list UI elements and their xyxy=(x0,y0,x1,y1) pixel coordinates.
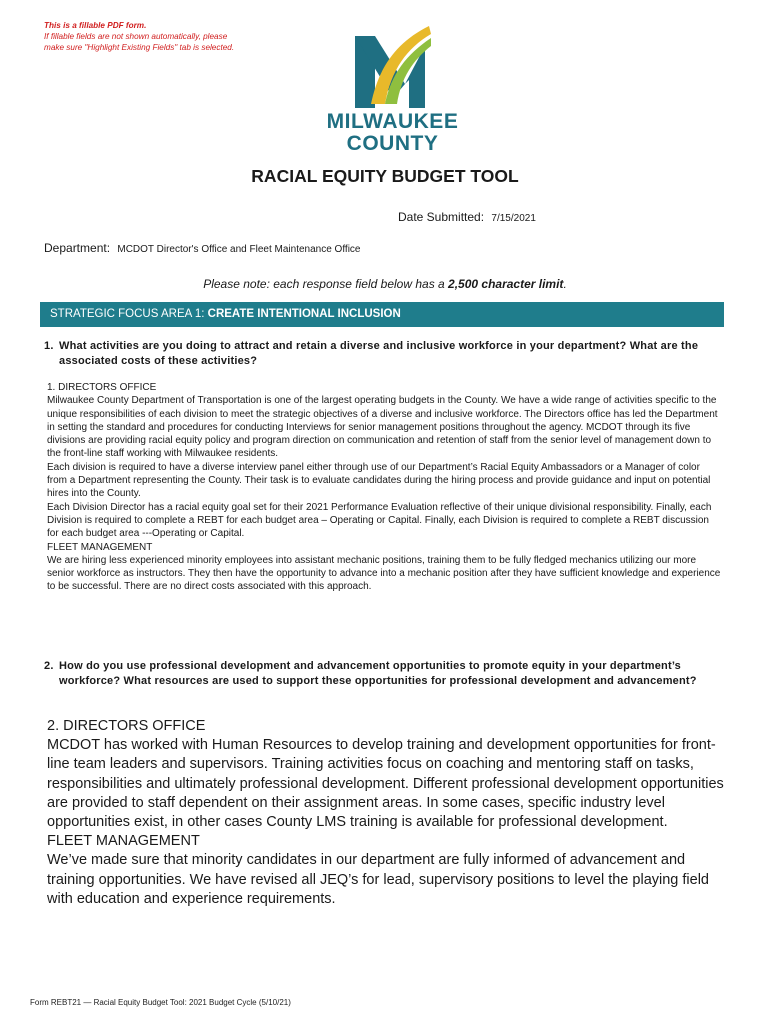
department xyxy=(44,241,361,255)
date-field[interactable]: 7/15/2021 xyxy=(491,213,536,224)
page-title: RACIAL EQUITY BUDGET TOOL xyxy=(251,166,519,186)
answer-2-paragraph: 2. DIRECTORS OFFICE xyxy=(47,718,206,734)
banner-prefix: STRATEGIC FOCUS AREA 1: xyxy=(50,308,208,320)
county-m-logo-icon xyxy=(345,22,440,108)
logo-text-county: COUNTY xyxy=(346,132,439,155)
question-1-number: 1. xyxy=(44,340,54,352)
answer-2-paragraph: FLEET MANAGEMENT xyxy=(47,833,200,850)
note-limit: 2,500 character limit xyxy=(448,277,564,291)
note-suffix: . xyxy=(563,277,567,291)
answer-1-paragraph: Each division is required to have a diverse interview panel either through use of our Department’s Racial Equity Ambassadors or a Manager of color from a Department representing the County. Their task is to evaluate candidates during the hiring process and provide guidance and input on potential hires into the County. xyxy=(47,461,711,500)
logo-text-milwaukee: MILWAUKEE xyxy=(326,110,459,133)
banner-title: CREATE INTENTIONAL INCLUSION xyxy=(207,308,401,320)
question-2 xyxy=(44,659,724,689)
answer-1-paragraph: Milwaukee County Department of Transportation is one of the largest operating budgets in the County. We have a wide range of activities specific to the unique responsibilities of each division to meet the strategic objectives of a diverse and inclusive workforce. The Directors office has led the Department in setting the standard and procedures for conducting Interviews for senior management positions throughout the agency. MCDOT through its five divisions are providing racial equity policy and program direction on communication and retention of staff from the senior level of management down to the front-line staff working with Milwaukee residents. xyxy=(47,395,718,460)
notice-line-1: This is a fillable PDF form. xyxy=(44,21,147,30)
answer-2-paragraph: MCDOT has worked with Human Resources to develop training and development opportunities for front-line team leaders and supervisors. Training activities focus on coaching and mentoring staff on tasks, responsibilities and ultimately professional development. Different professional development opportunities are provided to staff dependent on their assignment areas. In some cases, specific industry level opportunities exist, in other cases County LMS training is available for professional development. xyxy=(47,737,724,831)
fillable-form-notice xyxy=(44,20,234,53)
character-limit-note xyxy=(0,277,770,291)
department-label: Department: xyxy=(44,241,111,255)
answer-1-paragraph: 1. DIRECTORS OFFICE xyxy=(47,382,157,393)
form-footer: Form REBT21 — Racial Equity Budget Tool: 2021 Budget Cycle (5/10/21) xyxy=(30,998,291,1007)
department-field[interactable]: MCDOT Director's Office and Fleet Maintenance Office xyxy=(117,244,361,255)
question-2-text: How do you use professional development and advancement opportunities to promote equity in your department’s workforce? What resources are used to support these opportunities for professional development and advancement? xyxy=(59,660,697,687)
answer-1-paragraph: FLEET MANAGEMENT xyxy=(47,541,153,553)
notice-line-2: If fillable fields are not shown automatically, please xyxy=(44,32,228,41)
note-prefix: Please note: each response field below has a xyxy=(203,277,449,291)
answer-2-field[interactable] xyxy=(47,717,727,909)
answer-2-paragraph: We’ve made sure that minority candidates in our department are fully informed of advancement and training opportunities. We have revised all JEQ’s for lead, supervisory positions to level the playing field with education and experience requirements. xyxy=(47,852,709,907)
answer-1-field[interactable] xyxy=(47,381,722,594)
question-1-text: What activities are you doing to attract and retain a diverse and inclusive workforce in your department? What are the associated costs of these activities? xyxy=(59,340,699,367)
answer-1-paragraph: We are hiring less experienced minority employees into assistant mechanic positions, training them to be fully fledged mechanics utilizing our more senior workforce as instructors. They then have the opportunity to advance into a mechanic position after they have sufficient knowledge and experience to be successful. There are no direct costs associated with this approach. xyxy=(47,554,721,593)
milwaukee-county-logo xyxy=(320,22,465,157)
notice-line-3: make sure "Highlight Existing Fields" tab is selected. xyxy=(44,43,235,52)
date-submitted xyxy=(398,210,536,224)
question-2-number: 2. xyxy=(44,660,54,672)
question-1 xyxy=(44,339,724,369)
date-label: Date Submitted: xyxy=(398,210,485,224)
focus-area-banner xyxy=(40,302,724,327)
answer-1-paragraph: Each Division Director has a racial equity goal set for their 2021 Performance Evaluation reflective of their unique divisional responsibility. Finally, each Division is required to complete a REBT for each budget area – Operating or Capital. Finally, each Division is required to complete a REBT discussion for each budget area ---Operating or Capital. xyxy=(47,501,712,540)
